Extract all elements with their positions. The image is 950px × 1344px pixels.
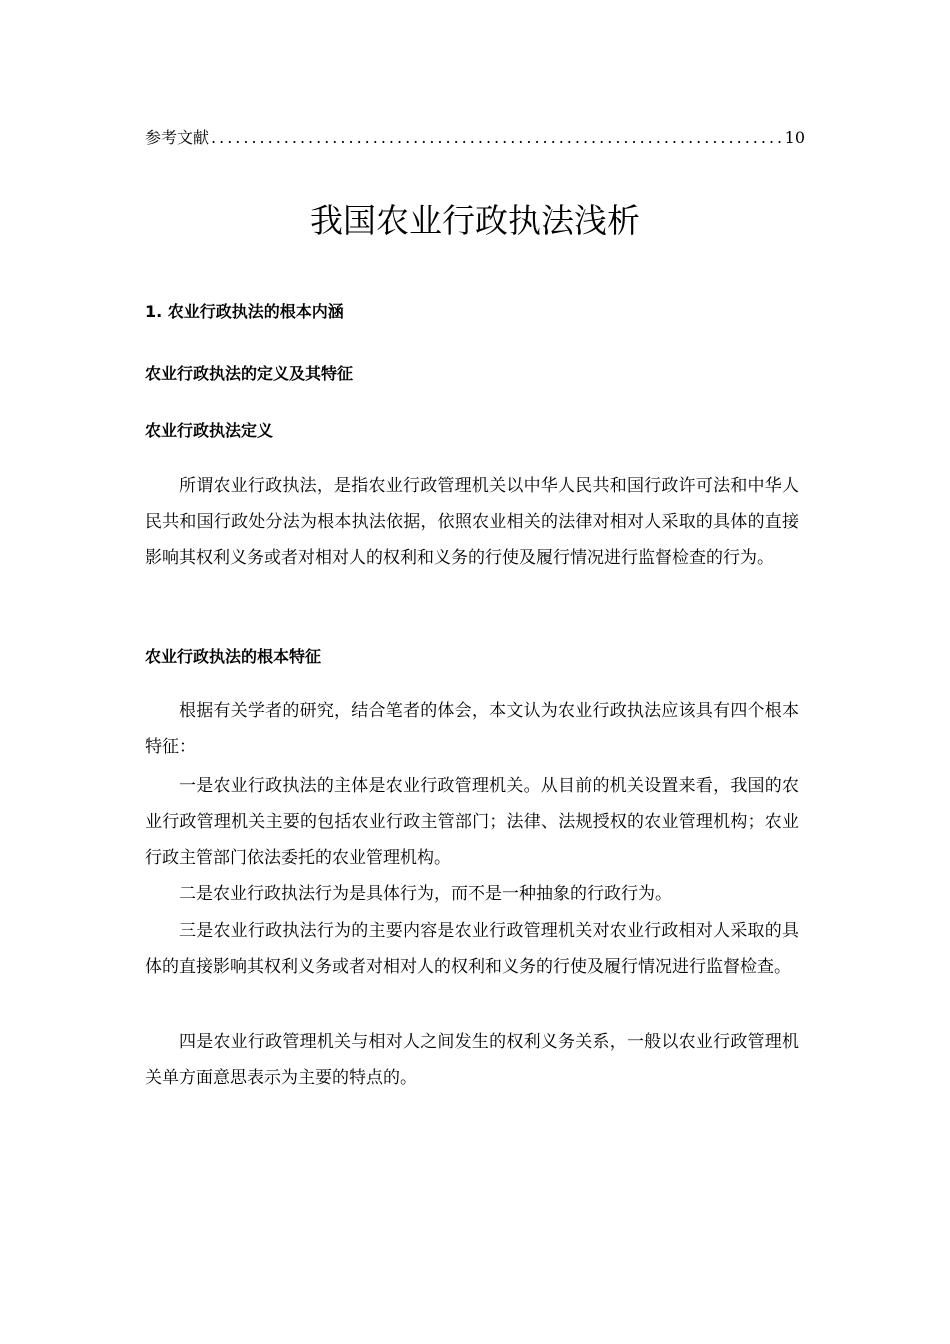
paragraph-feature-1: 一是农业行政执法的主体是农业行政管理机关。从目前的机关设置来看，我国的农业行政管理机关主要的包括农业行政主管部门；法律、法规授权的农业管理机构；农业行政主管部门依法委托的农业管理机构。 [145,776,799,868]
toc-entry-references[interactable] [145,126,805,150]
subsection-heading-definition: 农业行政执法定义 [145,421,274,440]
toc-dot-leader [211,126,781,150]
paragraph-feature-3: 三是农业行政执法行为的主要内容是农业行政管理机关对农业行政相对人采取的具体的直接影响其权利义务或者对相对人的权利和义务的行使及履行情况进行监督检查。 [145,921,799,977]
paragraph-intro: 根据有关学者的研究，结合笔者的体会，本文认为农业行政执法应该具有四个根本特征： [145,701,799,757]
paragraph-definition: 所谓农业行政执法，是指农业行政管理机关以中华人民共和国行政许可法和中华人民共和国行政处分法为根本执法依据，依照农业相关的法律对相对人采取的具体的直接影响其权利义务或者对相对人的权利和义务的行使及履行情况进行监督检查的行为。 [145,476,799,568]
toc-page-number: 10 [784,128,805,147]
subsection-heading-definition-features: 农业行政执法的定义及其特征 [145,364,354,383]
document-title: 我国农业行政执法浅析 [310,201,640,240]
paragraph-feature-2: 二是农业行政执法行为是具体行为，而不是一种抽象的行政行为。 [179,884,672,904]
paragraph-feature-4: 四是农业行政管理机关与相对人之间发生的权利义务关系，一般以农业行政管理机关单方面意思表示为主要的特点的。 [145,1032,799,1088]
toc-entry-label: 参考文献 [145,128,210,147]
subsection-heading-basic-features: 农业行政执法的根本特征 [145,647,322,666]
section-heading-1: 1. 农业行政执法的根本内涵 [145,302,344,321]
